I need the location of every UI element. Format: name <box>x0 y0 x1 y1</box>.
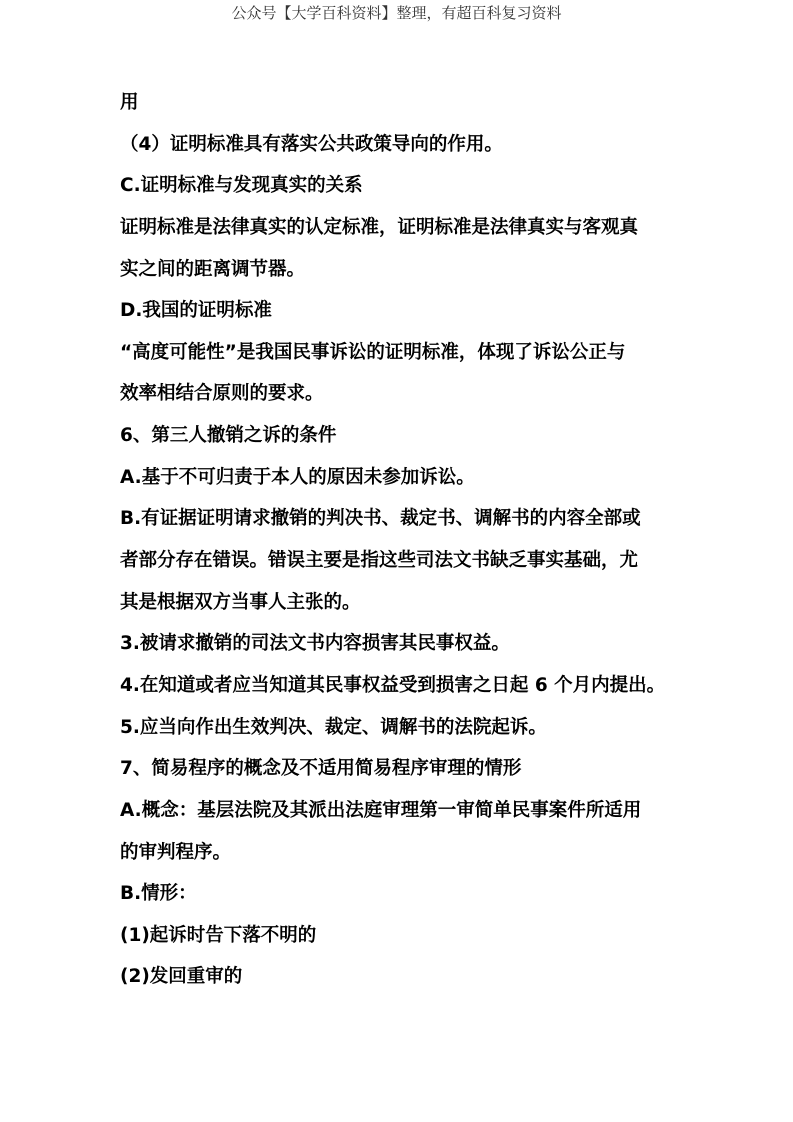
text-line: 证明标准是法律真实的认定标准，证明标准是法律真实与客观真 <box>120 216 639 238</box>
text-line: (1)起诉时告下落不明的 <box>120 924 317 946</box>
text-line: 用 <box>120 92 139 113</box>
text-line: （4）证明标准具有落实公共政策导向的作用。 <box>120 133 503 155</box>
text-line: A.基于不可归责于本人的原因未参加诉讼。 <box>120 466 475 488</box>
text-line: A.概念：基层法院及其派出法庭审理第一审简单民事案件所适用 <box>120 799 642 821</box>
page-header: 公众号【大学百科资料】整理，有超百科复习资料 <box>231 4 562 22</box>
text-line: 3.被请求撤销的司法文书内容损害其民事权益。 <box>120 633 510 655</box>
text-line: 者部分存在错误。错误主要是指这些司法文书缺乏事实基础，尤 <box>120 550 639 572</box>
document-body <box>120 82 720 998</box>
section-heading: 6、第三人撤销之诉的条件 <box>120 425 337 447</box>
text-line: B.有证据证明请求撤销的判决书、裁定书、调解书的内容全部或 <box>120 508 641 530</box>
text-line: 效率相结合原则的要求。 <box>120 383 324 405</box>
section-heading: C.证明标准与发现真实的关系 <box>120 175 363 197</box>
text-line: (2)发回重审的 <box>120 966 243 988</box>
text-line: “高度可能性”是我国民事诉讼的证明标准，体现了诉讼公正与 <box>120 341 626 363</box>
text-line: 的审判程序。 <box>120 841 232 863</box>
text-line: 其是根据双方当事人主张的。 <box>120 591 361 613</box>
text-line: B.情形： <box>120 883 197 905</box>
text-line: 实之间的距离调节器。 <box>120 258 306 280</box>
section-heading: D.我国的证明标准 <box>120 300 272 322</box>
section-heading: 7、简易程序的概念及不适用简易程序审理的情形 <box>120 758 522 780</box>
text-line: 5.应当向作出生效判决、裁定、调解书的法院起诉。 <box>120 716 547 738</box>
text-line: 4.在知道或者应当知道其民事权益受到损害之日起 6 个月内提出。 <box>120 674 666 696</box>
